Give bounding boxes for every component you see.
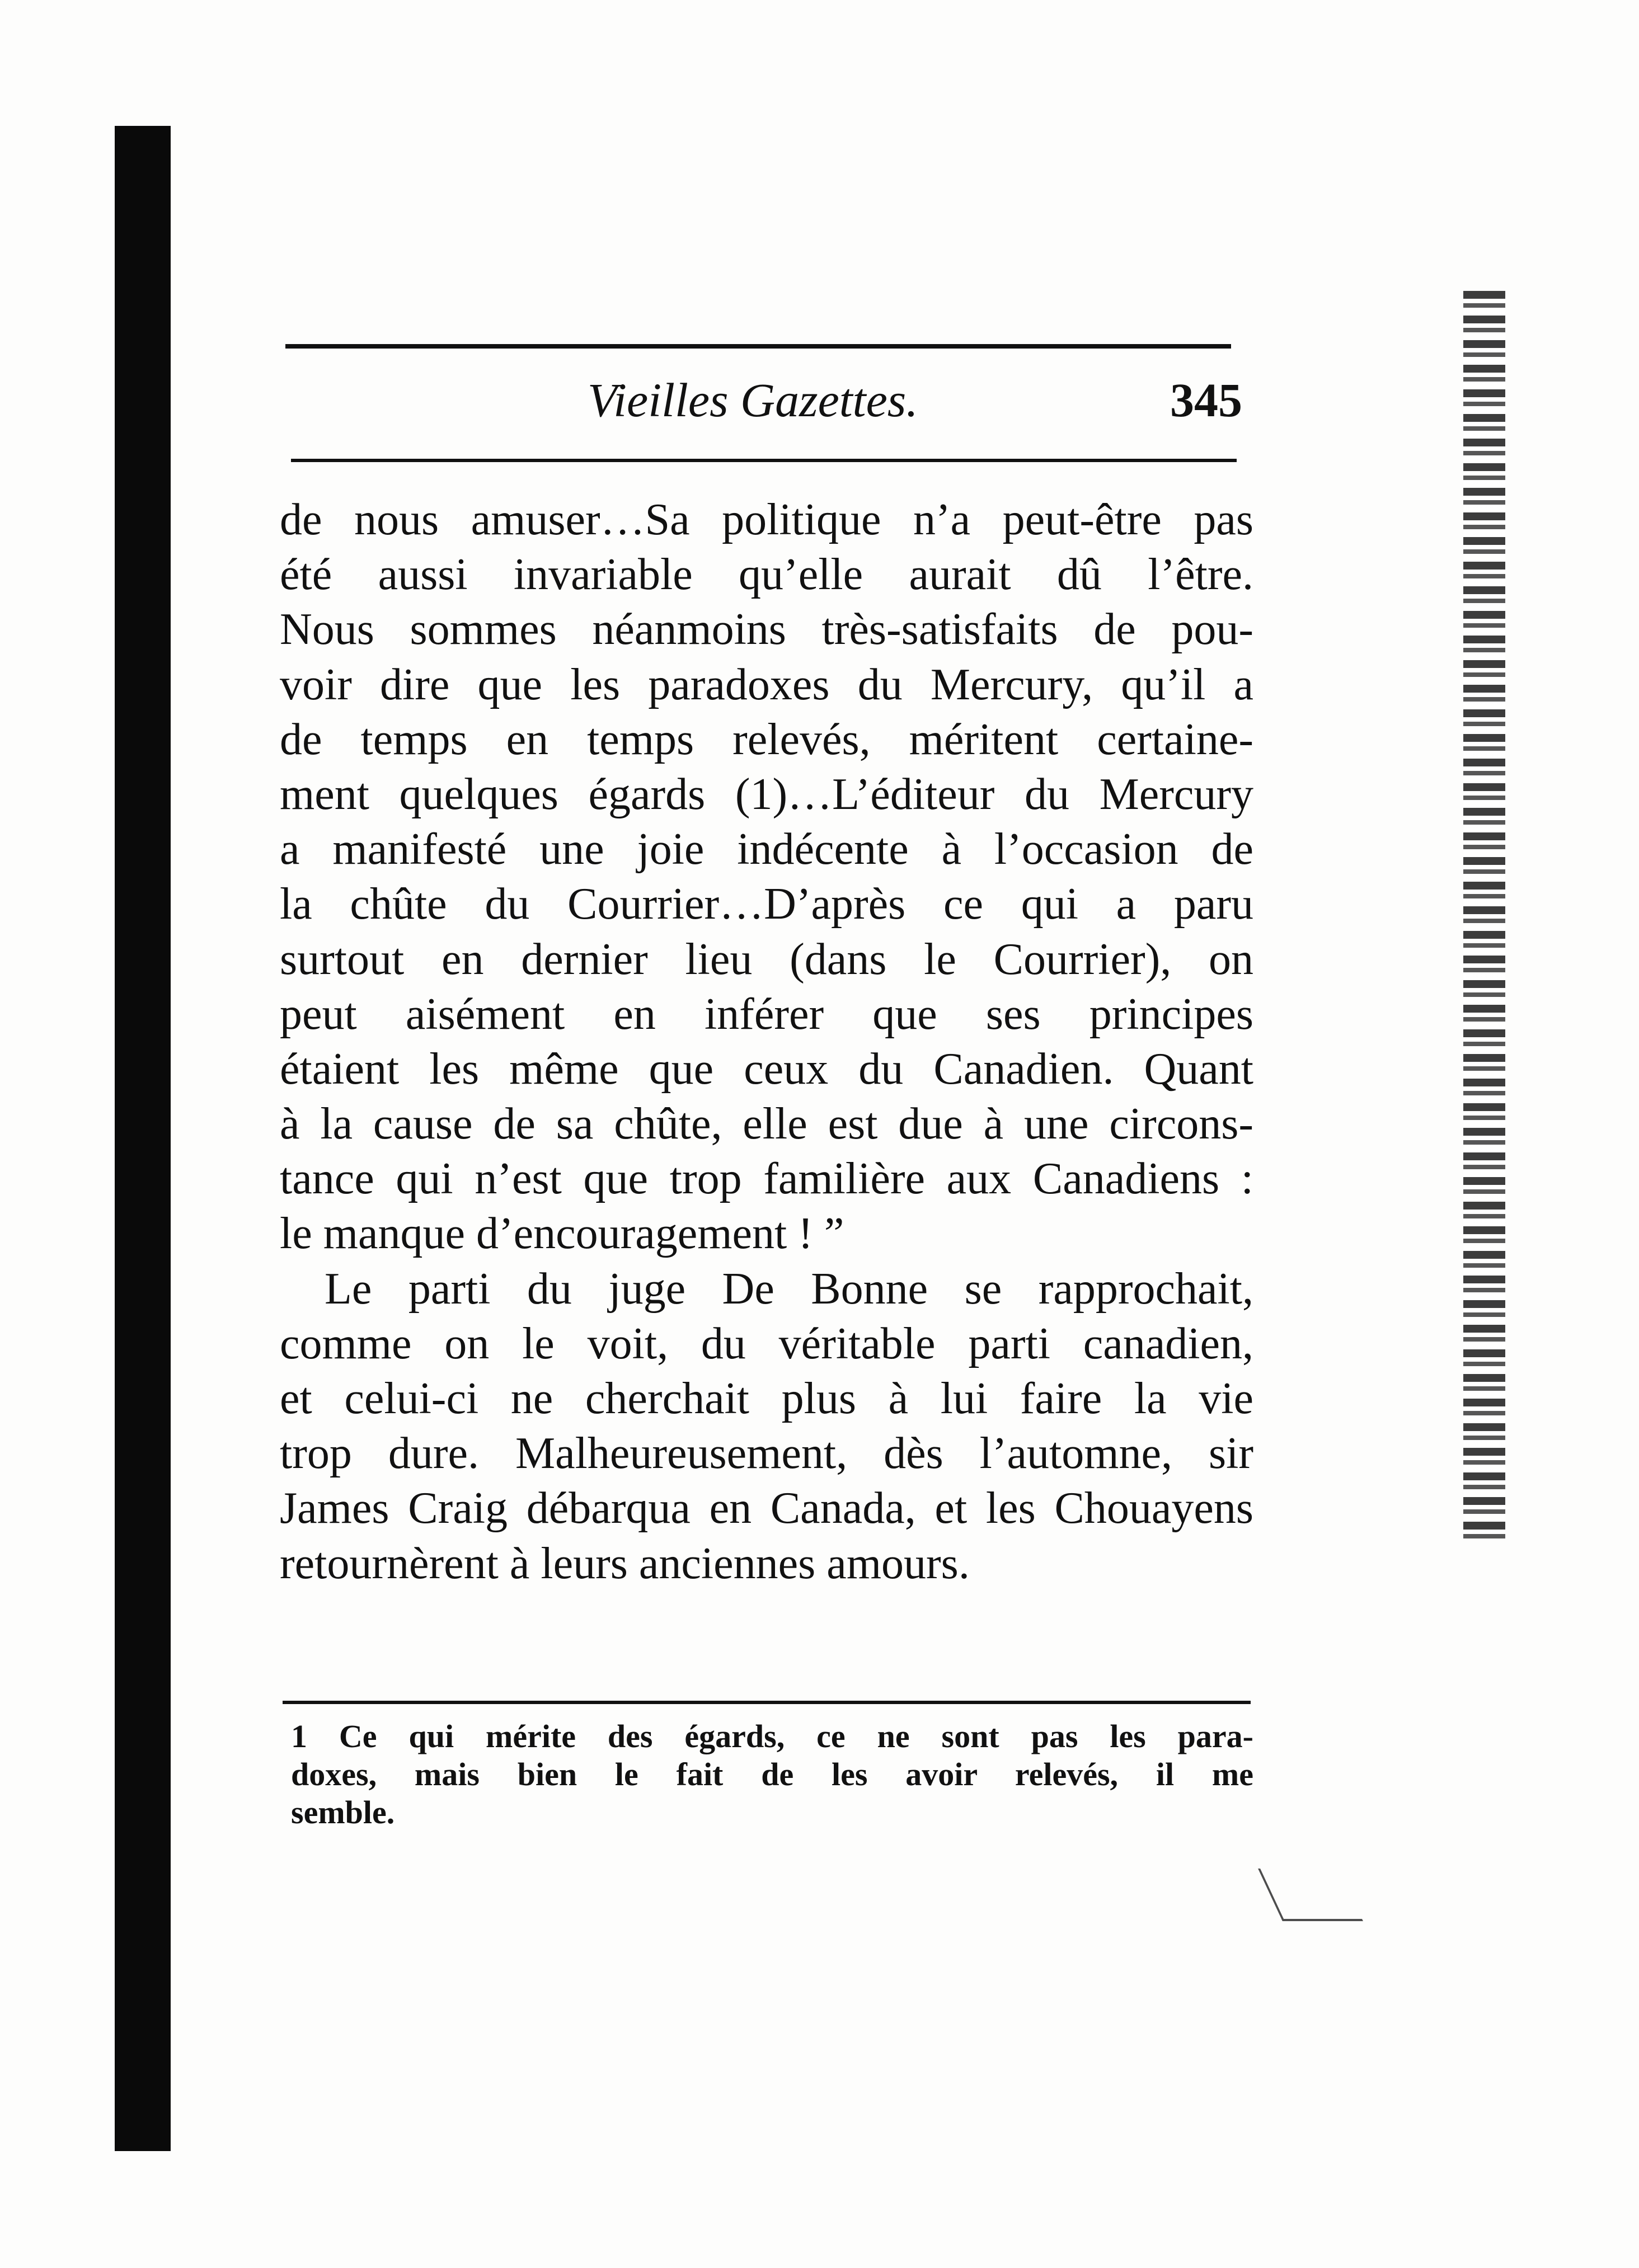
text-line: James Craig débarqua en Canada, et les Chouayens: [280, 1484, 1253, 1533]
text-line: ment quelques égards (1)…L’éditeur du Mercury: [280, 769, 1253, 819]
text-line: surtout en dernier lieu (dans le Courrier), on: [280, 934, 1253, 984]
page-number: 345: [1170, 373, 1242, 427]
text-line: a manifesté une joie indécente à l’occasion de: [280, 825, 1253, 874]
binding-edge-shadow: [115, 126, 171, 2151]
top-rule: [285, 344, 1231, 349]
text-line: peut aisément en inférer que ses principes: [280, 989, 1253, 1039]
text-line: à la cause de sa chûte, elle est due à une circons-: [280, 1099, 1253, 1149]
text-line: de nous amuser…Sa politique n’a peut-être pas: [280, 495, 1253, 544]
text-line: et celui-ci ne cherchait plus à lui faire la vie: [280, 1374, 1253, 1423]
text-line: Le parti du juge De Bonne se rapprochait,: [325, 1264, 1253, 1314]
text-line: de temps en temps relevés, méritent certaine-: [280, 714, 1253, 764]
footnote-rule: [283, 1701, 1251, 1704]
text-line: Nous sommes néanmoins très-satisfaits de pou-: [280, 605, 1253, 655]
text-line: étaient les même que ceux du Canadien. Quant: [280, 1044, 1253, 1094]
footnote-line: 1 Ce qui mérite des égards, ce ne sont pas les para-: [291, 1718, 1253, 1754]
text-line: retournèrent à leurs anciennes amours.: [280, 1538, 970, 1588]
text-line: comme on le voit, du véritable parti canadien,: [280, 1319, 1253, 1368]
text-line: trop dure. Malheureusement, dès l’automne, sir: [280, 1429, 1253, 1479]
footnote: [291, 1718, 1253, 1832]
footnote-line: doxes, mais bien le fait de les avoir relevés, il me: [291, 1756, 1253, 1792]
text-line: tance qui n’est que trop familière aux Canadiens :: [280, 1154, 1253, 1204]
body-text: [280, 492, 1253, 1591]
text-line: le manque d’encouragement ! ”: [280, 1209, 844, 1259]
running-title: Vieilles Gazettes.: [588, 373, 918, 427]
page-edge-scan-artifact: [1463, 291, 1505, 1538]
footnote-line: semble.: [291, 1794, 395, 1831]
text-line: la chûte du Courrier…D’après ce qui a paru: [280, 879, 1253, 929]
header-rule: [291, 459, 1237, 462]
text-line: voir dire que les paradoxes du Mercury, qu’il a: [280, 660, 1253, 709]
corner-mark: [1258, 1869, 1363, 1921]
text-line: été aussi invariable qu’elle aurait dû l’être.: [280, 550, 1253, 600]
